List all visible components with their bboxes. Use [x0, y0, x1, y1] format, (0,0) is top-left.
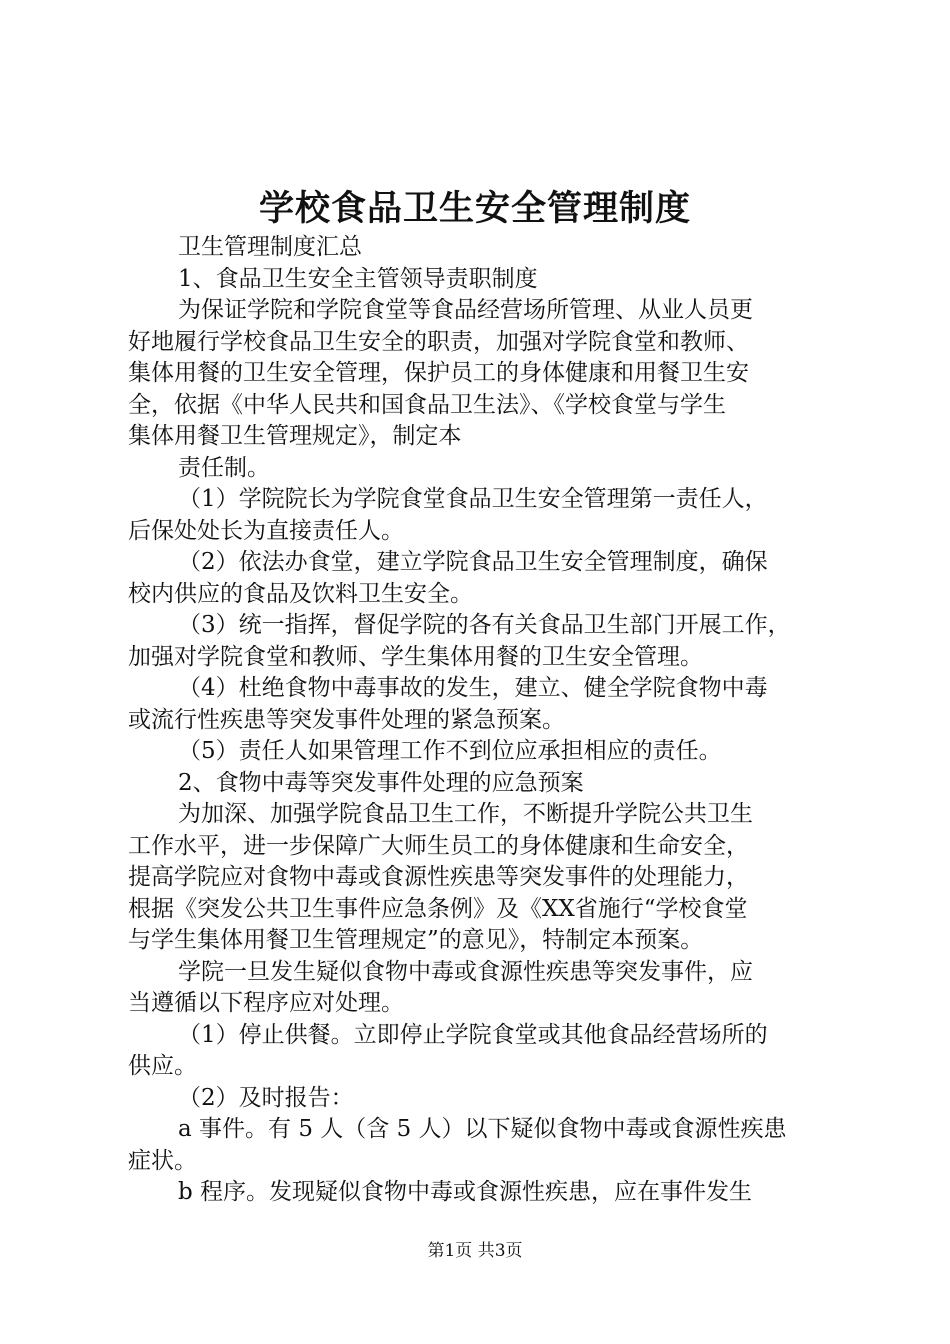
body-line: 为加深、加强学院食品卫生工作，不断提升学院公共卫生 — [178, 801, 753, 827]
page-footer: 第1页 共3页 — [427, 1241, 523, 1261]
body-line: （1）学院院长为学院食堂食品卫生安全管理第一责任人， — [178, 486, 768, 512]
body-line: （3）统一指挥，督促学院的各有关食品卫生部门开展工作， — [178, 612, 791, 638]
body-line: 1、食品卫生安全主管领导责职制度 — [178, 265, 538, 292]
body-line: b 程序。发现疑似食物中毒或食源性疾患，应在事件发生 — [178, 1179, 753, 1205]
body-line: 卫生管理制度汇总 — [178, 234, 362, 260]
body-line: a 事件。有 5 人（含 5 人）以下疑似食物中毒或食源性疾患 — [178, 1116, 787, 1142]
body-line: （4）杜绝食物中毒事故的发生，建立、健全学院食物中毒 — [178, 675, 768, 701]
body-line: （1）停止供餐。立即停止学院食堂或其他食品经营场所的 — [178, 1021, 768, 1048]
body-line: 当遵循以下程序应对处理。 — [128, 990, 404, 1016]
body-line: 责任制。 — [178, 454, 270, 481]
body-line: 为保证学院和学院食堂等食品经营场所管理、从业人员更 — [178, 297, 753, 323]
body-line: 根据《突发公共卫生事件应急条例》及《XX省施行“学校食堂 — [128, 895, 748, 922]
body-line: 供应。 — [128, 1053, 197, 1079]
body-line: （2）依法办食堂，建立学院食品卫生安全管理制度，确保 — [178, 549, 768, 575]
body-line: （5）责任人如果管理工作不到位应承担相应的责任。 — [178, 738, 722, 764]
body-line: 校内供应的食品及饮料卫生安全。 — [128, 580, 473, 607]
body-line: 工作水平，进一步保障广大师生员工的身体健康和生命安全， — [128, 832, 749, 859]
document-body — [128, 232, 833, 1209]
body-line: 后保处处长为直接责任人。 — [128, 517, 404, 544]
body-line: 或流行性疾患等突发事件处理的紧急预案。 — [128, 706, 565, 733]
body-line: 全，依据《中华人民共和国食品卫生法》、《学校食堂与学生 — [128, 391, 726, 418]
body-line: 提高学院应对食物中毒或食源性疾患等突发事件的处理能力， — [128, 864, 749, 890]
body-line: 集体用餐的卫生安全管理，保护员工的身体健康和用餐卫生安 — [128, 360, 749, 386]
body-line: 2、食物中毒等突发事件处理的应急预案 — [178, 769, 584, 796]
document-title: 学校食品卫生安全管理制度 — [258, 189, 691, 229]
body-line: 好地履行学校食品卫生安全的职责，加强对学院食堂和教师、 — [128, 328, 749, 355]
body-line: （2）及时报告： — [178, 1084, 354, 1111]
body-line: 学院一旦发生疑似食物中毒或食源性疾患等突发事件，应 — [178, 958, 753, 985]
body-line: 症状。 — [128, 1147, 197, 1174]
body-line: 集体用餐卫生管理规定》，制定本 — [128, 423, 462, 449]
body-line: 加强对学院食堂和教师、学生集体用餐的卫生安全管理。 — [128, 643, 703, 670]
body-line: 与学生集体用餐卫生管理规定”的意见》，特制定本预案。 — [128, 927, 704, 953]
